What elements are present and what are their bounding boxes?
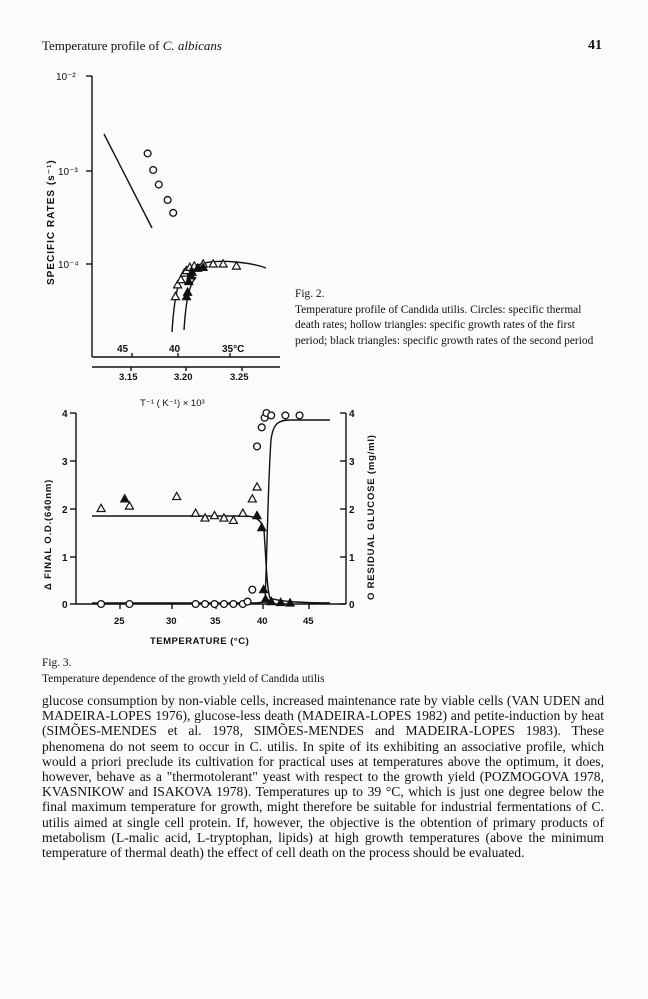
fig2-caption-text: Temperature profile of Candida utilis. Circles: specific thermal death rates; hollow triangles: specific growth rates of the first period; black triangles: specific growth rates of the second period — [295, 303, 594, 347]
data-point-circle — [126, 601, 133, 608]
data-point-filled-triangle — [262, 595, 270, 602]
fig2-celsius-tick-label: 45 — [117, 344, 129, 355]
data-point-hollow-triangle — [125, 502, 133, 509]
fig2-marks — [144, 150, 240, 300]
fig3-ytick-label: 0 — [62, 600, 68, 611]
fig2-ytick-label: 10⁻⁴ — [58, 260, 79, 271]
fig2-ytick-label: 10⁻² — [56, 72, 76, 83]
data-point-hollow-triangle — [171, 292, 179, 299]
fig3-xtick-label: 25 — [114, 616, 125, 627]
data-point-hollow-triangle — [253, 483, 261, 490]
data-point-circle — [164, 197, 171, 204]
fig3-caption-title: Fig. 3. — [42, 657, 72, 669]
fig3-ytick-label: 3 — [62, 457, 68, 468]
fig2-x-axis-label: T⁻¹ ( K⁻¹) × 10³ — [140, 398, 205, 409]
data-point-circle — [98, 601, 105, 608]
running-header — [42, 38, 602, 56]
fig2-celsius-tick-label: 40 — [169, 344, 181, 355]
fig3-x-axis-label: TEMPERATURE (°C) — [150, 636, 250, 647]
fig2-caption-title: Fig. 2. — [295, 288, 325, 300]
running-title — [42, 38, 222, 54]
fig3-xtick-label: 45 — [303, 616, 314, 627]
fig2-chart — [0, 60, 300, 409]
fig3-yield-curve — [92, 516, 330, 603]
page-number: 41 — [588, 38, 602, 53]
fig3-xtick-label: 35 — [210, 616, 221, 627]
data-point-filled-triangle — [260, 585, 268, 592]
data-point-circle — [221, 601, 228, 608]
fig2-y-axis-label: SPECIFIC RATES (s⁻¹) — [46, 159, 57, 285]
data-point-filled-triangle — [121, 495, 129, 502]
data-point-hollow-triangle — [173, 492, 181, 499]
data-point-circle — [254, 443, 261, 450]
data-point-circle — [150, 167, 157, 174]
fig3-right-axis-label: O RESIDUAL GLUCOSE (mg/ml) — [366, 434, 377, 600]
data-point-filled-triangle — [258, 523, 266, 530]
data-point-filled-triangle — [253, 511, 261, 518]
running-title-prefix: Temperature profile of — [42, 38, 163, 53]
fig3-ytick-label-right: 2 — [349, 505, 355, 516]
fig3-ytick-label-right: 1 — [349, 553, 355, 564]
data-point-circle — [192, 601, 199, 608]
fig3-ytick-label: 2 — [62, 505, 68, 516]
fig2-recip-tick-label: 3.20 — [174, 372, 193, 383]
data-point-hollow-triangle — [211, 511, 219, 518]
fig2-recip-tick-label: 3.15 — [119, 372, 138, 383]
fig3-chart — [0, 400, 400, 650]
fig2-death-rate-line — [104, 134, 152, 228]
fig3-glucose-curve — [92, 420, 330, 603]
fig2-celsius-tick-label: 35°C — [222, 344, 245, 355]
data-point-circle — [230, 601, 237, 608]
fig3-ytick-label: 4 — [62, 409, 68, 420]
data-point-hollow-triangle — [220, 514, 228, 521]
data-point-circle — [144, 150, 151, 157]
data-point-circle — [155, 181, 162, 188]
running-title-species: C. albicans — [162, 38, 222, 53]
data-point-hollow-triangle — [248, 495, 256, 502]
data-point-circle — [249, 586, 256, 593]
data-point-circle — [258, 424, 265, 431]
fig3-marks — [97, 410, 303, 608]
fig3-ytick-label-right: 0 — [349, 600, 355, 611]
data-point-circle — [202, 601, 209, 608]
fig3-ytick-label: 1 — [62, 553, 68, 564]
body-paragraph: glucose consumption by non-viable cells, increased maintenance rate by viable cells (VAN UDEN and MADEIRA-LOPES 1976), glucose-less death (MADEIRA-LOPES 1982) and petite-induction by heat (SIMÕES-MENDES et al. 1978, SIMÕES-MENDES and MADEIRA-LOPES 1983). These phenomena do not seem to occur in C. utilis. In spite of its exhibiting an associative profile, which would a priori preclude its cultivation for practical uses at temperatures above the optimum, it does, however, behave as a "thermotolerant" yeast with respect to the growth yield (POZMOGOVA 1978, KVASNIKOW and ISAKOVA 1978). Temperatures up to 39 °C, which is just one degree below the final maximum temperature for growth, might therefore be suitable for industrial fermentations of C. utilis aimed at single cell protein. If, however, the objective is the obtention of primary products of metabolism (L-malic acid, L-tryptophan, lipids) at high growth temperatures (above the minimum temperature of thermal death) the effect of cell death on the process should be evaluated. — [42, 693, 604, 861]
fig3-caption — [42, 656, 602, 687]
fig3-ytick-label-right: 3 — [349, 457, 355, 468]
fig2-recip-tick-label: 3.25 — [230, 372, 249, 383]
fig3-left-axis-label: Δ FINAL O.D.(640nm) — [43, 478, 54, 590]
data-point-hollow-triangle — [239, 509, 247, 516]
fig2-caption — [295, 287, 605, 349]
fig3-ytick-label-right: 4 — [349, 409, 355, 420]
data-point-circle — [268, 412, 275, 419]
data-point-circle — [244, 598, 251, 605]
fig3-xtick-label: 30 — [166, 616, 177, 627]
data-point-circle — [282, 412, 289, 419]
fig3-caption-text: Temperature dependence of the growth yield of Candida utilis — [42, 672, 325, 685]
data-point-hollow-triangle — [192, 509, 200, 516]
data-point-hollow-triangle — [201, 514, 209, 521]
fig3-xtick-label: 40 — [257, 616, 268, 627]
fig2-ytick-label: 10⁻³ — [58, 167, 78, 178]
data-point-circle — [296, 412, 303, 419]
data-point-hollow-triangle — [97, 504, 105, 511]
data-point-hollow-triangle — [229, 516, 237, 523]
data-point-circle — [170, 209, 177, 216]
data-point-circle — [211, 601, 218, 608]
